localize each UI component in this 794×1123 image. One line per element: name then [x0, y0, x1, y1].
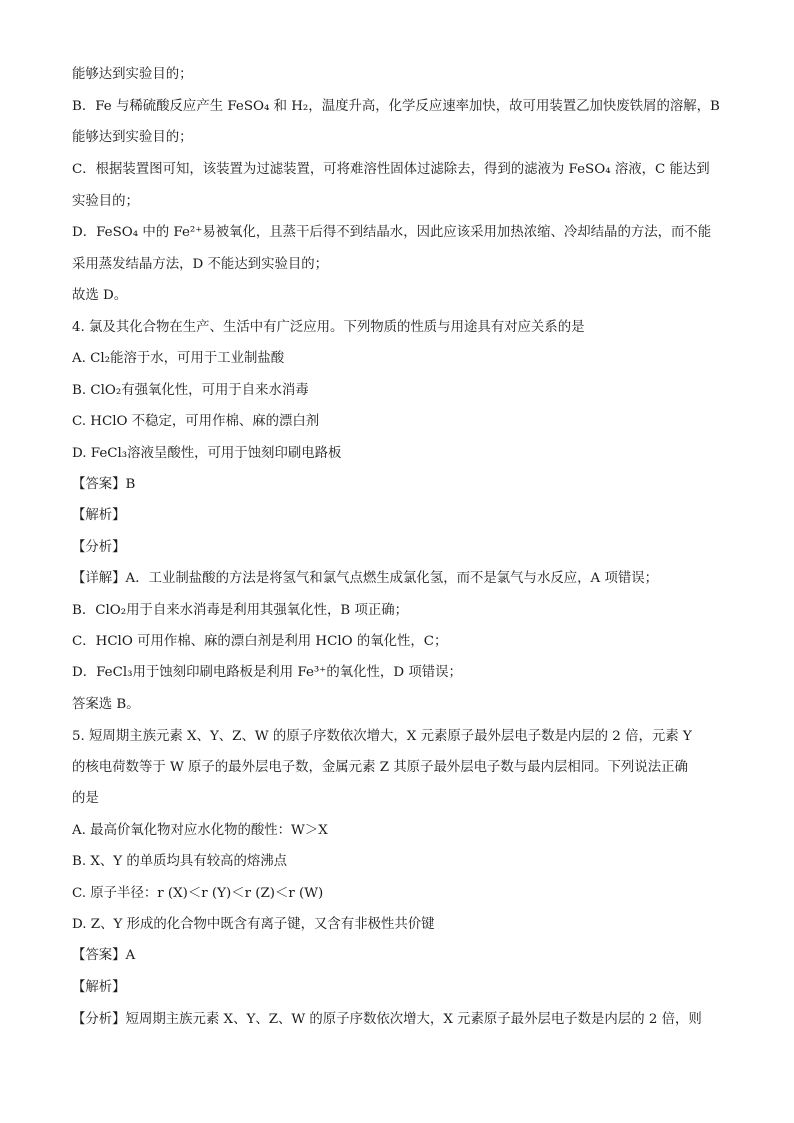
text-line: 故选 D。: [72, 288, 128, 303]
answer-label: 【答案】A: [72, 948, 136, 963]
text-line: 能够达到实验目的；: [72, 67, 193, 82]
option-b: B. ClO₂有强氧化性，可用于自来水消毒: [72, 383, 309, 398]
option-d: D. Z、Y 形成的化合物中既含有离子键，又含有非极性共价键: [72, 917, 435, 932]
option-c: C. HClO 不稳定，可用作棉、麻的漂白剂: [72, 414, 320, 429]
option-b: B. X、Y 的单质均具有较高的熔沸点: [72, 854, 288, 869]
text-line: 【详解】A．工业制盐酸的方法是将氢气和氯气点燃生成氯化氢，而不是氯气与水反应，A 项错误；: [72, 571, 659, 586]
question-stem: 的核电荷数等于 W 原子的最外层电子数，金属元素 Z 其原子最外层电子数与最内层相同。下列说法正确: [72, 760, 688, 775]
analysis-label: 【分析】: [72, 540, 126, 555]
text-line: 能够达到实验目的；: [72, 130, 193, 145]
answer-label: 【答案】B: [72, 477, 136, 492]
text-line: 答案选 B。: [72, 697, 140, 712]
option-a: A. Cl₂能溶于水，可用于工业制盐酸: [72, 351, 285, 366]
question-stem: 5. 短周期主族元素 X、Y、Z、W 的原子序数依次增大，X 元素原子最外层电子数是内层的 2 倍，元素 Y: [72, 729, 692, 744]
text-line: B．Fe 与稀硫酸反应产生 FeSO₄ 和 H₂，温度升高，化学反应速率加快，故可用装置乙加快废铁屑的溶解，B: [72, 99, 720, 114]
text-line: C．HClO 可用作棉、麻的漂白剂是利用 HClO 的氧化性，C；: [72, 634, 448, 649]
option-a: A. 最高价氧化物对应水化物的酸性：W＞X: [72, 823, 328, 838]
text-line: 采用蒸发结晶方法，D 不能达到实验目的；: [72, 257, 329, 272]
text-line: 实验目的；: [72, 194, 139, 209]
text-line: D．FeSO₄ 中的 Fe²⁺易被氧化，且蒸干后得不到结晶水，因此应该采用加热浓缩、冷却结晶的方法，而不能: [72, 225, 712, 240]
text-line: B．ClO₂用于自来水消毒是利用其强氧化性，B 项正确；: [72, 603, 409, 618]
analysis-label: 【解析】: [72, 980, 126, 995]
text-line: D．FeCl₃用于蚀刻印刷电路板是利用 Fe³⁺的氧化性，D 项错误；: [72, 665, 462, 680]
option-c: C. 原子半径：r (X)＜r (Y)＜r (Z)＜r (W): [72, 886, 324, 901]
option-d: D. FeCl₃溶液呈酸性，可用于蚀刻印刷电路板: [72, 446, 342, 461]
analysis-label: 【解析】: [72, 508, 126, 523]
text-line: C．根据装置图可知，该装置为过滤装置，可将难溶性固体过滤除去，得到的滤液为 FeSO₄ 溶液，C 能达到: [72, 162, 710, 177]
question-stem: 4. 氯及其化合物在生产、生活中有广泛应用。下列物质的性质与用途具有对应关系的是: [72, 320, 585, 335]
question-stem: 的是: [72, 791, 99, 806]
text-line: 【分析】短周期主族元素 X、Y、Z、W 的原子序数依次增大，X 元素原子最外层电子数是内层的 2 倍，则: [72, 1012, 702, 1027]
